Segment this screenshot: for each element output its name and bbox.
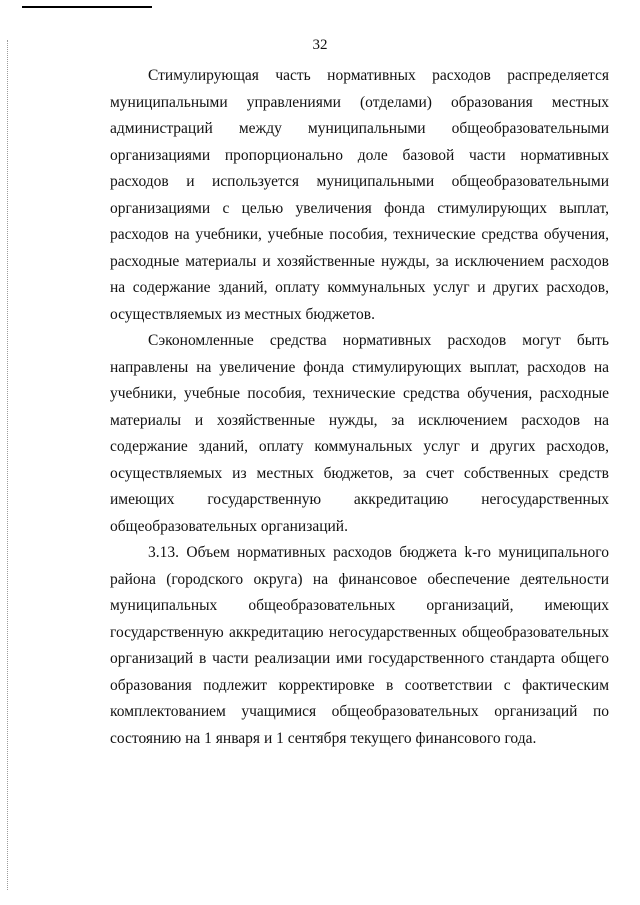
page-number: 32 [312, 37, 328, 53]
binding-edge-marks [7, 40, 8, 890]
paragraph-saved-funds: Сэкономленные средства нормативных расходов могут быть направлены на увеличение фонда стимулирующих выплат, расходов на учебники, учебные пособия, технические средства обучения, расходные материалы и хозяйственные нужды, за исключением расходов на содержание зданий, оплату коммунальных услуг и других расходов, осуществляемых из местных бюджетов, за счет собственных средств имеющих государственную аккредитацию негосударственных общеобразовательных организаций. [110, 332, 609, 535]
paragraph-stimulating-part: Стимулирующая часть нормативных расходов распределяется муниципальными управлениями (отделами) образования местных администраций между муниципальными общеобразовательными организациями пропорционально доле базовой части нормативных расходов и используется муниципальными общеобразовательными организациями с целью увеличения фонда стимулирующих выплат, расходов на учебники, учебные пособия, технические средства обучения, расходные материалы и хозяйственные нужды, за исключением расходов на содержание зданий, оплату коммунальных услуг и других расходов, осуществляемых из местных бюджетов. [110, 67, 609, 323]
document-body [110, 63, 609, 752]
paragraph-3-13: 3.13. Объем нормативных расходов бюджета k-го муниципального района (городского округа) на финансовое обеспечение деятельности муниципальных общеобразовательных организаций, имеющих государственную аккредитацию негосударственных общеобразовательных организаций в части реализации ими государственного стандарта общего образования подлежит корректировке в соответствии с фактическим комплектованием учащимися общеобразовательных организаций по состоянию на 1 января и 1 сентября текущего финансового года. [110, 544, 609, 747]
top-rule [22, 6, 152, 8]
